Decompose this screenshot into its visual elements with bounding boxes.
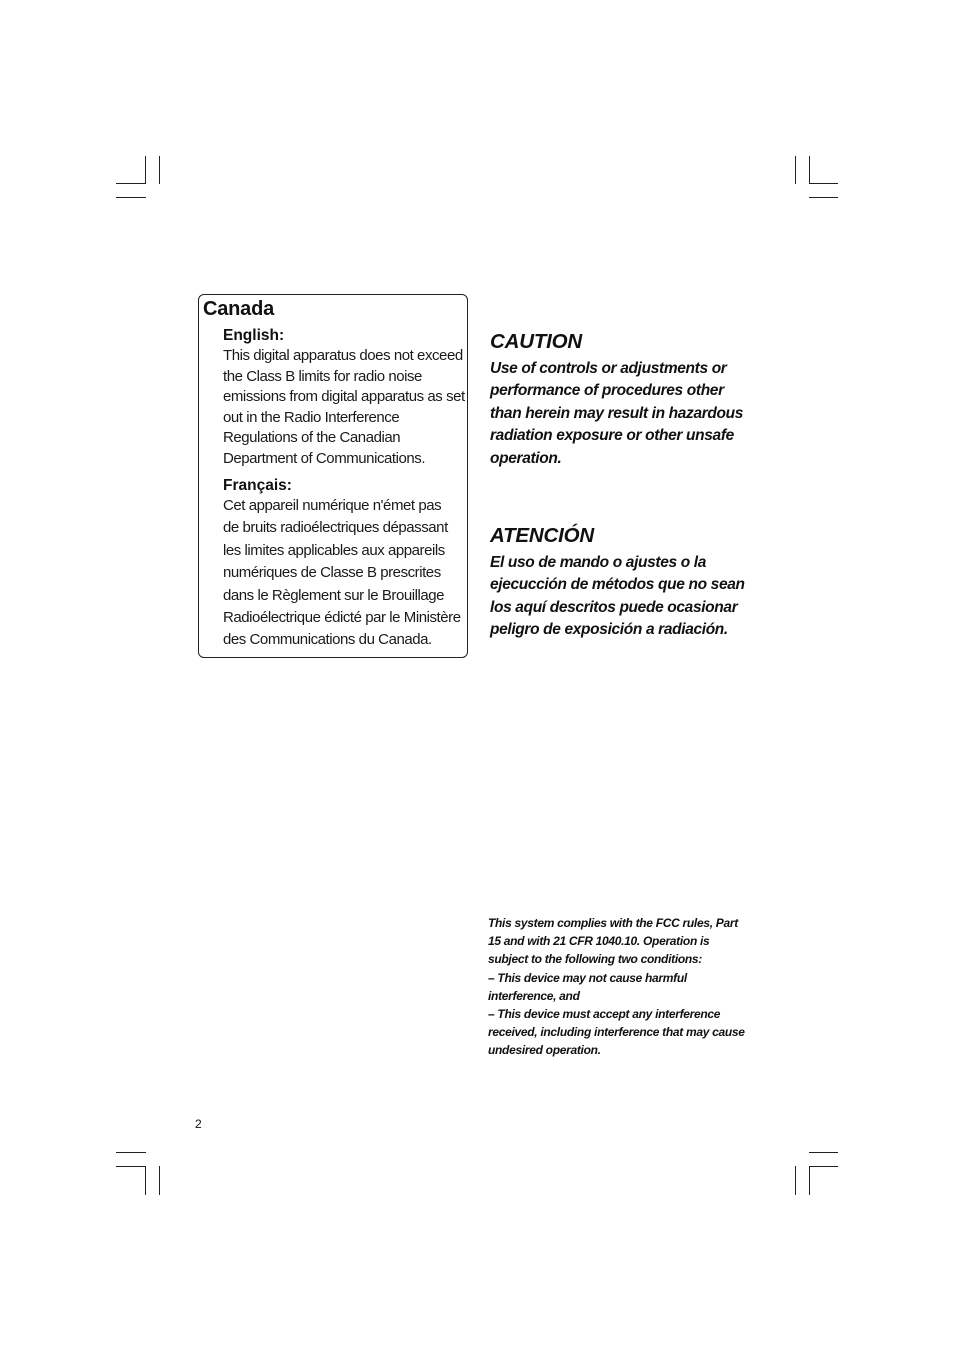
caution-line: than herein may result in hazardous bbox=[490, 404, 744, 422]
caution-text bbox=[490, 358, 760, 470]
crop-mark-top-right-v2 bbox=[809, 156, 810, 184]
english-heading: English: bbox=[223, 327, 285, 344]
atencion-line: peligro de exposición a radiación. bbox=[490, 621, 728, 639]
canada-notice-box bbox=[198, 294, 468, 658]
crop-mark-bottom-right-v2 bbox=[809, 1166, 810, 1195]
french-heading: Français: bbox=[223, 477, 292, 494]
fcc-compliance-text bbox=[488, 914, 763, 1060]
crop-mark-top-left-h1 bbox=[116, 183, 146, 184]
caution-line: radiation exposure or other unsafe bbox=[490, 427, 734, 445]
fcc-line: – This device may not cause harmful bbox=[488, 970, 687, 985]
crop-mark-top-left-v2 bbox=[159, 156, 160, 184]
english-line: out in the Radio Interference bbox=[223, 408, 400, 426]
page-number: 2 bbox=[195, 1117, 202, 1131]
french-line: numériques de Classe B prescrites bbox=[223, 564, 441, 582]
fcc-line: undesired operation. bbox=[488, 1043, 601, 1058]
french-line: des Communications du Canada. bbox=[223, 631, 432, 649]
caution-title: CAUTION bbox=[490, 330, 582, 353]
crop-mark-bottom-left-h2 bbox=[116, 1166, 146, 1167]
crop-mark-bottom-left-v1 bbox=[145, 1166, 146, 1195]
fcc-line: interference, and bbox=[488, 988, 580, 1003]
crop-mark-bottom-left-h1 bbox=[116, 1152, 146, 1153]
caution-line: operation. bbox=[490, 449, 562, 467]
atencion-line: ejecucción de métodos que no sean bbox=[490, 576, 745, 594]
french-line: dans le Règlement sur le Brouillage bbox=[223, 586, 445, 604]
french-notice-text bbox=[223, 495, 473, 652]
atencion-text bbox=[490, 552, 760, 642]
english-line: This digital apparatus does not exceed bbox=[223, 347, 463, 364]
english-line: emissions from digital apparatus as set bbox=[223, 388, 465, 406]
fcc-line: 15 and with 21 CFR 1040.10. Operation is bbox=[488, 934, 710, 949]
fcc-line: This system complies with the FCC rules, Part bbox=[488, 916, 738, 930]
crop-mark-top-left-h2 bbox=[116, 197, 146, 198]
fcc-line: received, including interference that may cause bbox=[488, 1025, 745, 1040]
atencion-line: los aquí descritos puede ocasionar bbox=[490, 598, 738, 616]
fcc-line: subject to the following two conditions: bbox=[488, 952, 702, 967]
canada-title: Canada bbox=[203, 298, 275, 320]
english-line: Department of Communications. bbox=[223, 449, 426, 467]
french-line: Cet appareil numérique n'émet pas bbox=[223, 497, 442, 514]
french-line: Radioélectrique édicté par le Ministère bbox=[223, 609, 461, 627]
french-line: de bruits radioélectriques dépassant bbox=[223, 519, 448, 537]
atencion-title: ATENCIÓN bbox=[490, 524, 594, 547]
english-line: Regulations of the Canadian bbox=[223, 429, 401, 447]
crop-mark-bottom-right-h2 bbox=[809, 1166, 838, 1167]
french-line: les limites applicables aux appareils bbox=[223, 541, 445, 559]
crop-mark-bottom-left-v2 bbox=[159, 1166, 160, 1195]
english-notice-text bbox=[223, 346, 473, 470]
english-line: the Class B limits for radio noise bbox=[223, 367, 422, 385]
atencion-line: El uso de mando o ajustes o la bbox=[490, 554, 707, 571]
fcc-line: – This device must accept any interference bbox=[488, 1007, 721, 1022]
crop-mark-top-right-v1 bbox=[795, 156, 796, 184]
caution-line: performance of procedures other bbox=[490, 382, 724, 400]
crop-mark-top-right-h2 bbox=[809, 197, 838, 198]
crop-mark-bottom-right-v1 bbox=[795, 1166, 796, 1195]
crop-mark-top-left-v1 bbox=[145, 156, 146, 184]
crop-mark-top-right-h1 bbox=[809, 183, 838, 184]
caution-line: Use of controls or adjustments or bbox=[490, 360, 727, 377]
crop-mark-bottom-right-h1 bbox=[809, 1152, 838, 1153]
